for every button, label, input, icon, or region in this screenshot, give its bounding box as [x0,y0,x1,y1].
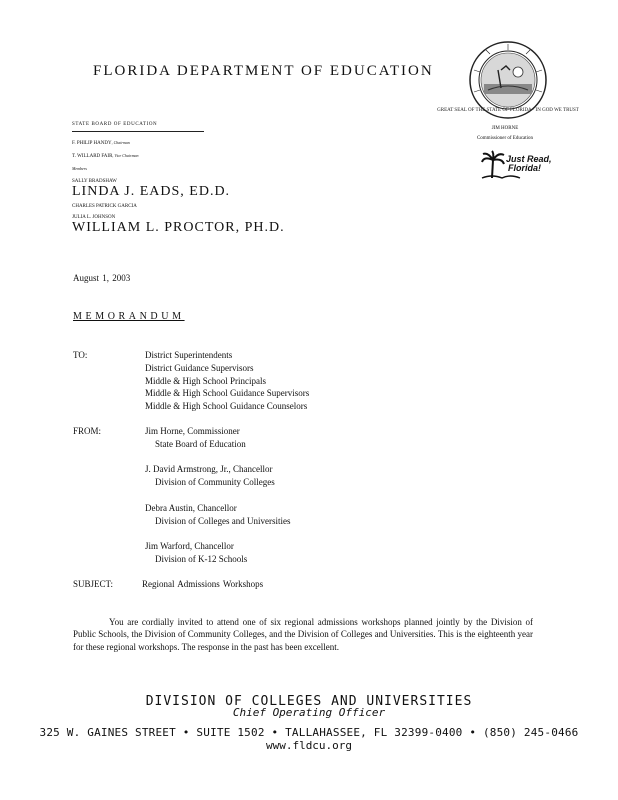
commissioner-block [460,124,550,144]
board-heading: STATE BOARD OF EDUCATION [72,122,204,132]
sender-block [145,540,247,566]
sender-block [145,425,246,451]
sender-name: Jim Horne, Commissioner [145,426,240,436]
board-member: JULIA L. JOHNSON [72,215,116,220]
recipient: Middle & High School Guidance Supervisors [145,388,310,399]
body-paragraph: You are cordially invited to attend one of six regional admissions workshops planned jointly by the Division of Public Schools, the Division of Community Colleges, and the Division of Colleges and Universities. This is the eighteenth year for these regional workshops. The response in the past has been excellent. [73,617,533,652]
sender-name: J. David Armstrong, Jr., Chancellor [145,464,273,474]
recipient: Middle & High School Guidance Counselors [145,401,308,412]
recipient: District Superintendents [145,350,233,360]
seal-text: GREAT SEAL OF THE STATE OF FLORIDA · IN GOD WE TRUST [437,108,579,113]
commissioner-title: Commissioner of Education [476,136,534,141]
footer-address: 325 W. GAINES STREET • SUITE 1502 • TALLAHASSEE, FL 32399-0400 • (850) 245-0466 [39,726,579,739]
to-label: TO: [73,350,88,360]
footer-officer: Chief Operating Officer [232,706,386,719]
sender-block [145,463,275,489]
board-member: T. WILLARD FAIR, Vice Chairman [72,153,139,159]
sender-name: Jim Warford, Chancellor [145,541,234,551]
memorandum-heading: MEMORANDUM [73,311,185,322]
footer-division: DIVISION OF COLLEGES AND UNIVERSITIES [145,694,473,709]
subject-text: Regional Admissions Workshops [142,579,264,589]
just-read-florida-logo: Just Read, Florida! [506,154,552,173]
to-recipients [145,349,309,413]
sender-org: Division of Colleges and Universities [155,515,291,526]
board-member-label: Members [72,166,87,171]
recipient: Middle & High School Principals [145,375,266,386]
sender-org: State Board of Education [155,438,246,449]
from-label: FROM: [73,426,102,436]
commissioner-name: JIM HORNE [491,126,519,131]
state-seal-icon [437,40,579,120]
board-member: SALLY BRADSHAW [72,179,117,184]
sender-org: Division of Community Colleges [155,476,275,487]
board-member-name: WILLIAM L. PROCTOR, PH.D. [72,220,285,235]
board-member: F. PHILIP HANDY, Chairman [72,140,130,146]
footer-website-link[interactable]: www.fldcu.org [265,739,353,752]
sender-name: Debra Austin, Chancellor [145,503,237,513]
board-member-name: LINDA J. EADS, ED.D. [72,184,231,199]
board-member: CHARLES PATRICK GARCIA [72,204,137,209]
memo-date: August 1, 2003 [73,273,131,283]
subject-label: SUBJECT: [73,579,114,589]
sender-block [145,502,290,528]
sender-org: Division of K-12 Schools [155,553,248,564]
recipient: District Guidance Supervisors [145,362,254,373]
department-title: FLORIDA DEPARTMENT OF EDUCATION [93,63,434,79]
